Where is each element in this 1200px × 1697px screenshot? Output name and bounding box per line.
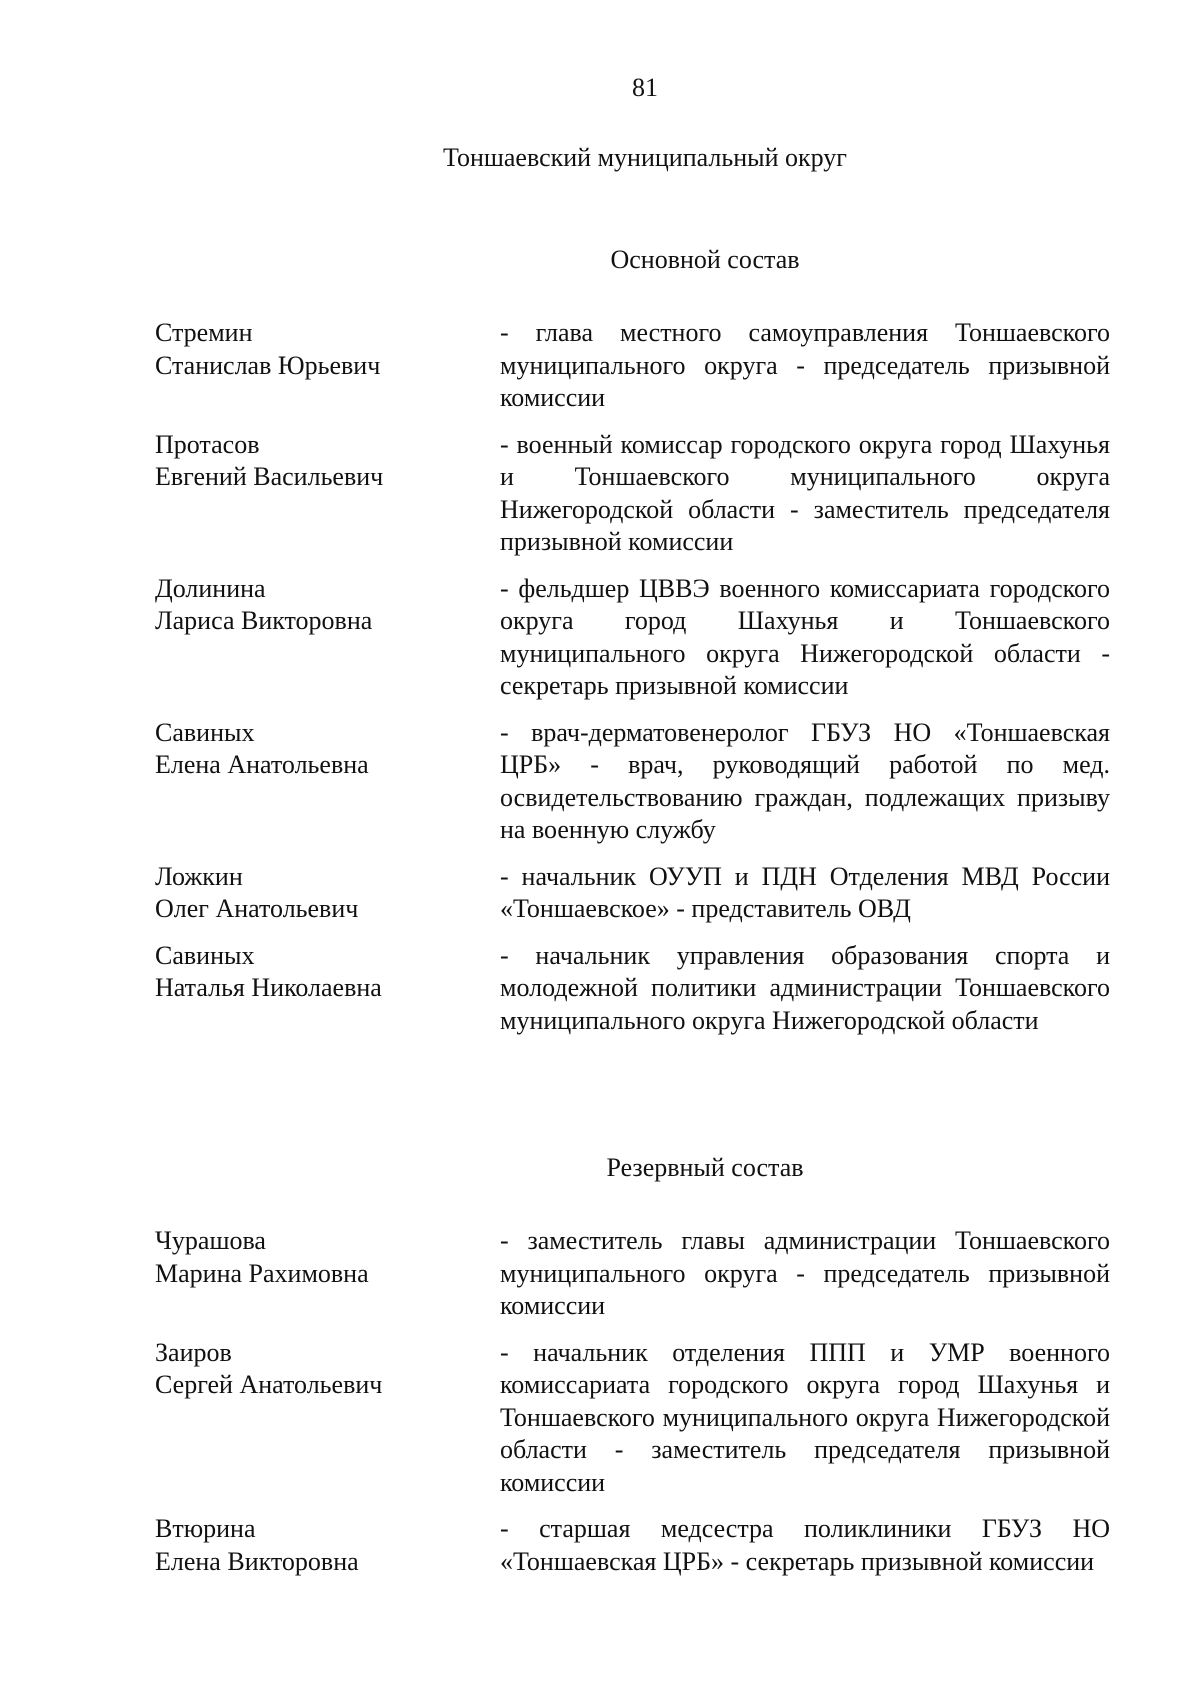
member-row — [155, 940, 1110, 1038]
member-row — [155, 1337, 1110, 1500]
member-given-names: Марина Рахимовна — [155, 1258, 369, 1288]
member-row — [155, 861, 1110, 926]
member-name — [155, 940, 500, 1038]
member-given-names: Сергей Анатольевич — [155, 1370, 383, 1399]
member-name — [155, 1337, 500, 1500]
member-name — [155, 1225, 500, 1323]
member-role: - врач-дерматовенеролог ГБУЗ НО «Тоншаевская ЦРБ» - врач, руководящий работой по мед. освидетельствованию граждан, подлежащих призыву на военную службу — [500, 717, 1110, 844]
member-surname: Чурашова — [155, 1226, 266, 1255]
member-role: - фельдшер ЦВВЭ военного комиссариата городского округа город Шахунья и Тоншаевского муниципального округа Нижегородской области - секретарь призывной комиссии — [500, 573, 1110, 700]
member-name — [155, 317, 500, 415]
section-title-reserve: Резервный состав — [606, 1153, 804, 1182]
member-row — [155, 429, 1110, 559]
member-given-names: Елена Анатольевна — [155, 750, 369, 779]
member-given-names: Станислав Юрьевич — [155, 350, 381, 380]
member-surname: Протасов — [155, 429, 260, 459]
member-given-names: Евгений Васильевич — [155, 462, 384, 491]
member-given-names: Елена Викторовна — [155, 1546, 359, 1576]
member-role: - глава местного самоуправления Тоншаевского муниципального округа - председатель призывной комиссии — [500, 318, 1110, 412]
reserve-members-list — [155, 1225, 1110, 1592]
member-row — [155, 717, 1110, 847]
member-role: - старшая медсестра поликлиники ГБУЗ НО «Тоншаевская ЦРБ» - секретарь призывной комиссии — [500, 1514, 1110, 1576]
member-row — [155, 317, 1110, 415]
member-role: - заместитель главы администрации Тоншаевского муниципального округа - председатель призывной комиссии — [500, 1226, 1110, 1320]
page-number: 81 — [632, 73, 658, 102]
member-surname: Втюрина — [155, 1514, 256, 1543]
main-members-list — [155, 317, 1110, 1051]
member-given-names: Наталья Николаевна — [155, 973, 382, 1002]
member-name — [155, 573, 500, 703]
member-name — [155, 1513, 500, 1578]
member-name — [155, 861, 500, 926]
member-row — [155, 573, 1110, 703]
member-surname: Долинина — [155, 573, 266, 603]
member-given-names: Олег Анатольевич — [155, 894, 359, 923]
member-role: - начальник отделения ППП и УМР военного комиссариата городского округа город Шахунья и Тоншаевского муниципального округа Нижегородской области - заместитель председателя призывной комиссии — [500, 1337, 1110, 1497]
member-surname: Заиров — [155, 1337, 232, 1367]
member-row — [155, 1225, 1110, 1323]
member-row — [155, 1513, 1110, 1578]
member-role: - военный комиссар городского округа город Шахунья и Тоншаевского муниципального округа Нижегородской области - заместитель председателя призывной комиссии — [500, 429, 1110, 556]
member-name — [155, 429, 500, 559]
member-surname: Стремин — [155, 318, 253, 347]
member-role: - начальник управления образования спорта и молодежной политики администрации Тоншаевского муниципального округа Нижегородской области — [500, 940, 1110, 1035]
member-surname: Ложкин — [155, 861, 243, 891]
section-title-main: Основной состав — [610, 245, 800, 274]
district-title: Тоншаевский муниципальный округ — [443, 143, 847, 172]
member-role: - начальник ОУУП и ПДН Отделения МВД России «Тоншаевское» - представитель ОВД — [500, 861, 1110, 923]
member-given-names: Лариса Викторовна — [155, 606, 373, 635]
member-surname: Савиных — [155, 717, 255, 747]
member-surname: Савиных — [155, 940, 255, 970]
member-name — [155, 717, 500, 847]
